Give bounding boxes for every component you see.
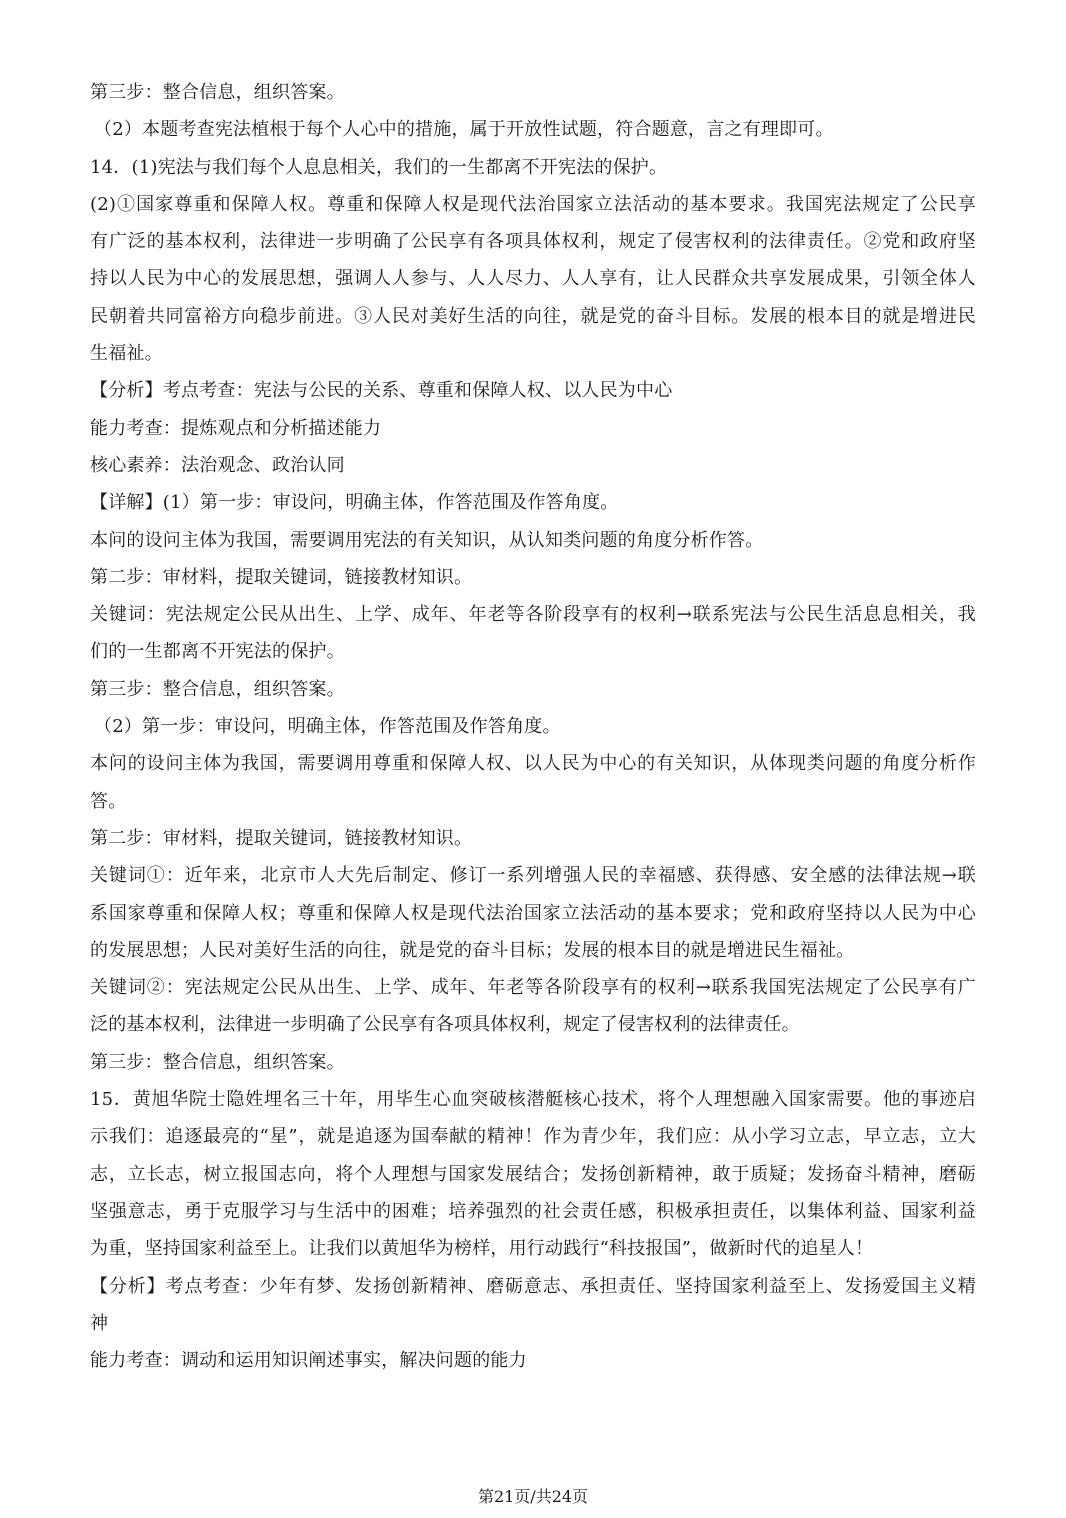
text-line: 关键词②：宪法规定公民从出生、上学、成年、年老等各阶段享有的权利→联系我国宪法规定了公民享有广 — [90, 977, 976, 999]
text-line: 示我们：追逐最亮的“星”，就是追逐为国奉献的精神！作为青少年，我们应：从小学习立志，早立志，立大 — [90, 1126, 976, 1148]
text-line: 本问的设问主体为我国，需要调用尊重和保障人权、以人民为中心的有关知识，从体现类问题的角度分析作 — [90, 753, 976, 775]
text-line: 第三步：整合信息，组织答案。 — [90, 1051, 345, 1073]
text-line: 答。 — [90, 790, 127, 812]
text-line: 第三步：整合信息，组织答案。 — [90, 82, 345, 103]
page-number: 第21页/共24页 — [477, 1487, 589, 1506]
analysis-heading: 【分析】考点考查：宪法与公民的关系、尊重和保障人权、以人民为中心 — [90, 380, 673, 402]
text-line: 核心素养：法治观念、政治认同 — [90, 454, 345, 476]
text-line: 第二步：审材料，提取关键词，链接教材知识。 — [90, 827, 473, 849]
text-line: 能力考查：提炼观点和分析描述能力 — [90, 417, 382, 439]
text-line: 关键词①：近年来，北京市人大先后制定、修订一系列增强人民的幸福感、获得感、安全感的法律法规→联 — [90, 865, 976, 887]
text-line: 第三步：整合信息，组织答案。 — [90, 678, 345, 700]
text-line: 生福祉。 — [90, 343, 163, 365]
text-line: 本问的设问主体为我国，需要调用宪法的有关知识，从认知类问题的角度分析作答。 — [90, 529, 764, 551]
question-14-answer-1: 14．(1)宪法与我们每个人息息相关，我们的一生都离不开宪法的保护。 — [90, 156, 668, 178]
text-line: 持以人民为中心的发展思想，强调人人参与、人人尽力、人人享有，让人民群众共享发展成果，引领全体人 — [90, 268, 976, 290]
document-body — [90, 74, 976, 1379]
text-line: (2)①国家尊重和保障人权。尊重和保障人权是现代法治国家立法活动的基本要求。我国宪法规定了公民享 — [90, 193, 976, 215]
detail-heading: 【详解】(1）第一步：审设问，明确主体，作答范围及作答角度。 — [90, 492, 619, 514]
text-line: （2）第一步：审设问，明确主体，作答范围及作答角度。 — [94, 716, 561, 738]
text-line: 神 — [90, 1312, 109, 1334]
question-15-answer: 15．黄旭华院士隐姓埋名三十年，用毕生心血突破核潜艇核心技术，将个人理想融入国家需要。他的事迹启 — [90, 1089, 976, 1111]
text-line: 第二步：审材料，提取关键词，链接教材知识。 — [90, 566, 473, 588]
text-line: 泛的基本权利，法律进一步明确了公民享有各项具体权利，规定了侵害权利的法律责任。 — [90, 1014, 800, 1036]
text-line: 的发展思想；人民对美好生活的向往，就是党的奋斗目标；发展的根本目的就是增进民生福祉。 — [90, 939, 855, 961]
text-line: 们的一生都离不开宪法的保护。 — [90, 641, 345, 663]
text-line: 民朝着共同富裕方向稳步前进。③人民对美好生活的向往，就是党的奋斗目标。发展的根本目的就是增进民 — [90, 305, 976, 327]
analysis-heading: 【分析】考点考查：少年有梦、发扬创新精神、磨砺意志、承担责任、坚持国家利益至上、发扬爱国主义精 — [90, 1275, 976, 1297]
text-line: 志，立长志，树立报国志向，将个人理想与国家发展结合；发扬创新精神，敢于质疑；发扬奋斗精神，磨砺 — [90, 1163, 976, 1185]
text-line: 关键词：宪法规定公民从出生、上学、成年、年老等各阶段享有的权利→联系宪法与公民生活息息相关，我 — [90, 604, 976, 626]
text-line: 能力考查：调动和运用知识阐述事实，解决问题的能力 — [90, 1350, 527, 1372]
text-line: 系国家尊重和保障人权；尊重和保障人权是现代法治国家立法活动的基本要求；党和政府坚持以人民为中心 — [90, 902, 976, 924]
text-line: 为重，坚持国家利益至上。让我们以黄旭华为榜样，用行动践行“科技报国”，做新时代的追星人！ — [90, 1238, 874, 1260]
text-line: 坚强意志，勇于克服学习与生活中的困难；培养强烈的社会责任感，积极承担责任，以集体利益、国家利益 — [90, 1200, 976, 1222]
text-line: 有广泛的基本权利，法律进一步明确了公民享有各项具体权利，规定了侵害权利的法律责任。②党和政府坚 — [90, 231, 976, 253]
text-line: （2）本题考查宪法植根于每个人心中的措施，属于开放性试题，符合题意，言之有理即可。 — [94, 119, 834, 141]
